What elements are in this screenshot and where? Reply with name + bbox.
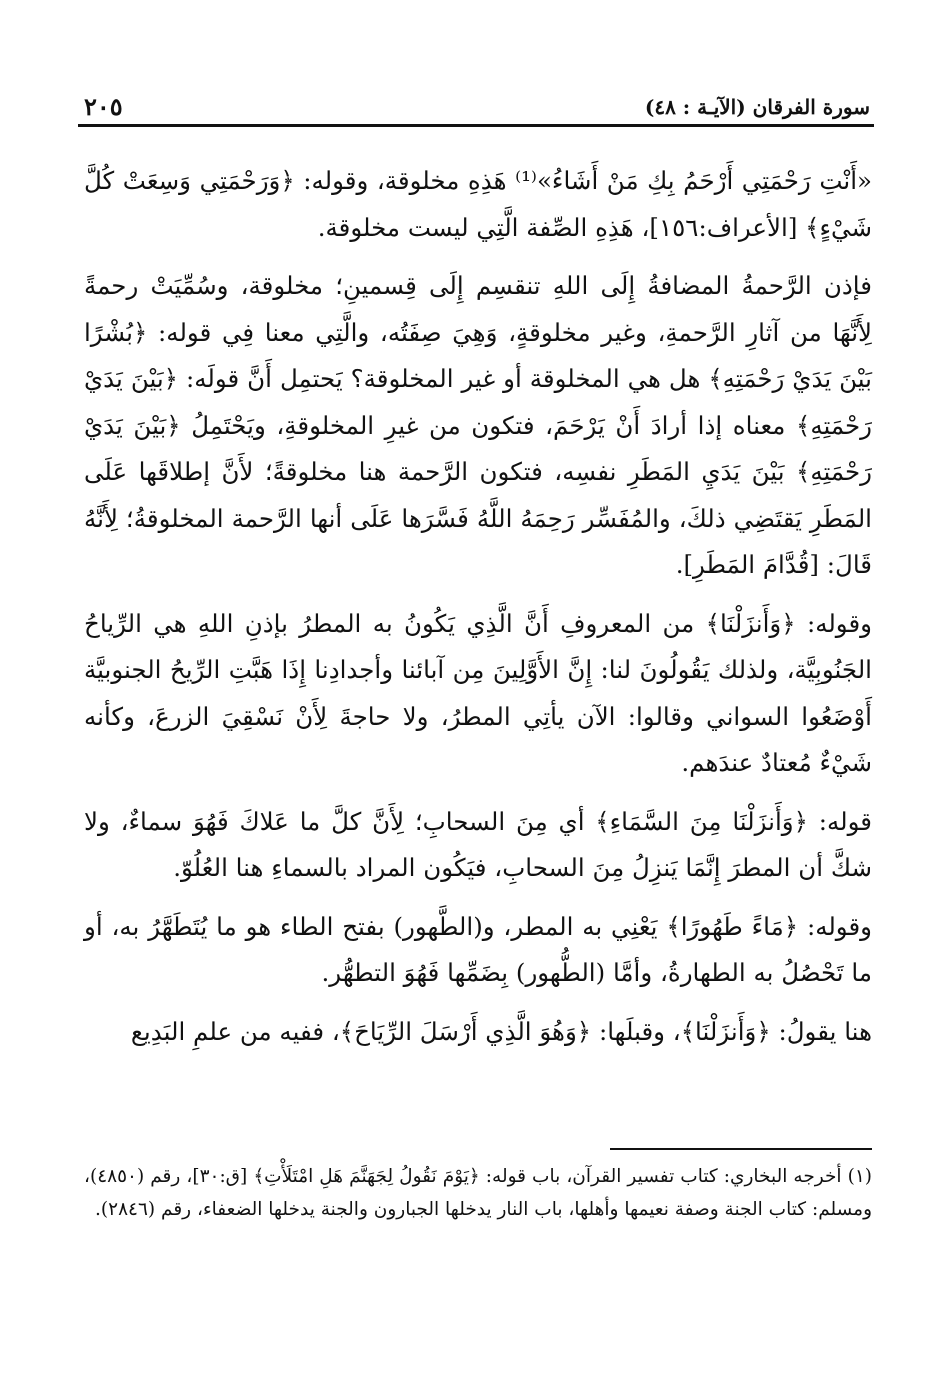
book-page	[78, 0, 874, 1374]
running-title: سورة الفرقان (الآيـة : ٤٨)	[644, 95, 870, 119]
footnote-rule	[610, 1148, 872, 1150]
paragraph-2: فإذن الرَّحمةُ المضافةُ إِلَى اللهِ تنقسِم إِلَى قِسمينِ؛ مخلوقة، وسُمِّيَتْ رحمةً لِأَنَّهَا من آثارِ الرَّحمةِ، وغير مخلوقةٍ، وَهِيَ صِفَتُه، والَّتِي معنا فِي قوله: ﴿بُشْرًا بَيْنَ يَدَيْ رَحْمَتِهِ﴾ هل هي المخلوقة أو غير المخلوقة؟ يَحتمِل أَنَّ قولَه: ﴿بَيْنَ يَدَيْ رَحْمَتِهِ﴾ معناه إذا أرادَ أَنْ يَرْحَمَ، فتكون من غيرِ المخلوقةِ، ويَحْتَمِلُ ﴿بَيْنَ يَدَيْ رَحْمَتِهِ﴾ بَيْنَ يَدَيِ المَطَرِ نفسِه، فتكون الرَّحمة هنا مخلوقةً؛ لأَنَّ إطلاقَها عَلَى المَطَرِ يَقتَضِي ذلكَ، والمُفَسِّر رَحِمَهُ اللَّهُ فَسَّرَها عَلَى أنها الرَّحمة المخلوقةُ؛ لِأَنَّهُ قَالَ: [قُدَّامَ المَطَرِ].	[84, 271, 872, 579]
footnote-1: (١) أخرجه البخاري: كتاب تفسير القرآن، باب قوله: ﴿يَوْمَ نَقُولُ لِجَهَنَّمَ هَلِ امْتَلَأْتِ﴾ [ق:٣٠]، رقم (٤٨٥٠)، ومسلم: كتاب الجنة وصفة نعيمها وأهلها، باب النار يدخلها الجبارون والجنة يدخلها الضعفاء، رقم (٢٨٤٦).	[84, 1166, 872, 1220]
header-rule	[78, 124, 874, 127]
paragraph-6: هنا يقولُ: ﴿وَأَنزَلْنَا﴾، وقبلَها: ﴿وَهُوَ الَّذِي أَرْسَلَ الرِّيَاحَ﴾، ففيه من علمِ البَدِيع	[130, 1016, 872, 1046]
page-header	[78, 92, 874, 126]
paragraph-5: وقوله: ﴿مَاءً طَهُورًا﴾ يَعْنِي به المطر، و(الطَّهور) بفتح الطاء هو ما يُتَطَهَّرُ به، أو ما تَحْصُلُ به الطهارةُ، وأمَّا (الطُّهور) بِضَمِّها فَهُوَ التطهُّر.	[84, 911, 872, 987]
paragraph-4: قوله: ﴿وَأَنزَلْنَا مِنَ السَّمَاءِ﴾ أي مِنَ السحابِ؛ لِأَنَّ كلَّ ما عَلاكَ فَهُوَ سماءٌ، ولا شكَّ أن المطرَ إِنَّمَا يَنزِلُ مِنَ السحابِ، فيَكُون المراد بالسماءِ هنا العُلُوّ.	[84, 806, 872, 882]
paragraph-1: «أَنْتِ رَحْمَتِي أَرْحَمُ بِكِ مَنْ أَشَاءُ»⁽¹⁾ هَذِهِ مخلوقة، وقوله: ﴿وَرَحْمَتِي وَسِعَتْ كُلَّ شَيْءٍ﴾ [الأعراف:١٥٦]، هَذِهِ الصِّفة الَّتِي ليست مخلوقة.	[84, 166, 872, 242]
main-text	[84, 158, 872, 1067]
page-number: ٢٠٥	[84, 92, 123, 121]
paragraph-3: وقوله: ﴿وَأَنزَلْنَا﴾ من المعروفِ أَنَّ الَّذِي يَكُونُ به المطرُ بإذنِ اللهِ هي الرِّياحُ الجَنُوبِيَّة، ولذلك يَقُولُونَ لنا: إِنَّ الأَوَّلِينَ مِن آبائنا وأجدادِنا إِذَا هَبَّتِ الرِّيحُ الجنوبيَّة أَوْضَعُوا السواني وقالوا: الآن يأتِي المطرُ، ولا حاجةَ لِأَنْ نَسْقِيَ الزرعَ، وكأنه شَيْءٌ مُعتادٌ عندَهم.	[84, 608, 872, 777]
